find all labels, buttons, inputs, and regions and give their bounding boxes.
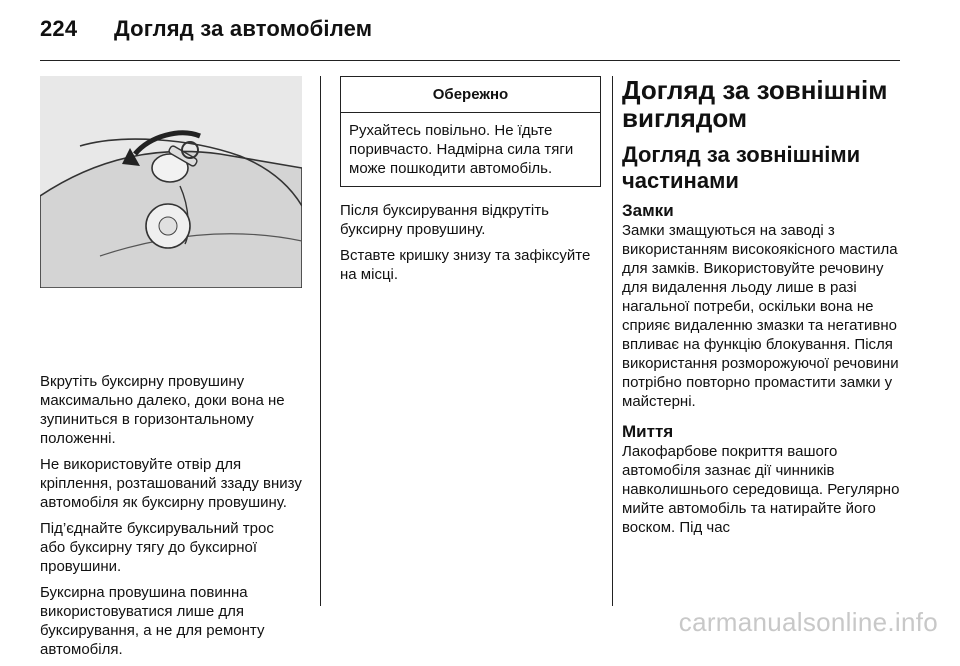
section-title: Догляд за зовнішнім виглядом: [622, 75, 888, 133]
tow-eye-icon: [40, 76, 302, 288]
page-header: [40, 16, 372, 42]
column-divider-2: [612, 76, 613, 606]
locks-text: Замки змащуються на заводі з використанням високоякісного мастила для замків. Використовуйте речовину для видалення льоду лише в разі нагальної потреби, оскільки вона не сприяє видаленню змазки та негативно впливає на функцію блокування. Після використання розморожуючої речовини потрібно повторно промастити замки у майстерні.: [622, 222, 899, 410]
warning-title: Обережно: [341, 77, 600, 113]
tow-eye-illustration: [40, 76, 302, 288]
subsection-title: Догляд за зовнішніми частинами: [622, 142, 861, 193]
warning-box: [340, 76, 601, 187]
header-rule: [40, 60, 900, 61]
paragraph: Буксирна провушина повинна використовуватися лише для буксирування, а не для ремонту автомобіля.: [40, 584, 265, 658]
paragraph: Після буксирування відкрутіть буксирну провушину.: [340, 202, 549, 238]
wash-heading: Миття: [622, 422, 674, 441]
paragraph: Вкрутіть буксирну провушину максимально далеко, доки вона не зупиниться в горизонтальному положенні.: [40, 373, 285, 447]
page-header-title: Догляд за автомобілем: [114, 16, 373, 41]
page-number: 224: [40, 16, 78, 41]
column-1: [40, 76, 302, 666]
paragraph: Не використовуйте отвір для кріплення, розташований ззаду внизу автомобіля як буксирну провушину.: [40, 456, 302, 511]
column-2: [340, 76, 602, 291]
column-3: [622, 76, 900, 544]
wash-text: Лакофарбове покриття вашого автомобіля зазнає дії чинників навколишнього середовища. Регулярно мийте автомобіль та натирайте його воском. Під час: [622, 443, 900, 536]
paragraph: Під’єднайте буксирувальний трос або буксирну тягу до буксирної провушини.: [40, 520, 274, 575]
paragraph: Вставте кришку знизу та зафіксуйте на місці.: [340, 247, 591, 283]
warning-text: Рухайтесь повільно. Не їдьте поривчасто. Надмірна сила тяги може пошкодити автомобіль.: [349, 122, 574, 177]
watermark: carmanualsonline.info: [678, 607, 938, 637]
column-divider-1: [320, 76, 321, 606]
locks-heading: Замки: [622, 201, 674, 220]
